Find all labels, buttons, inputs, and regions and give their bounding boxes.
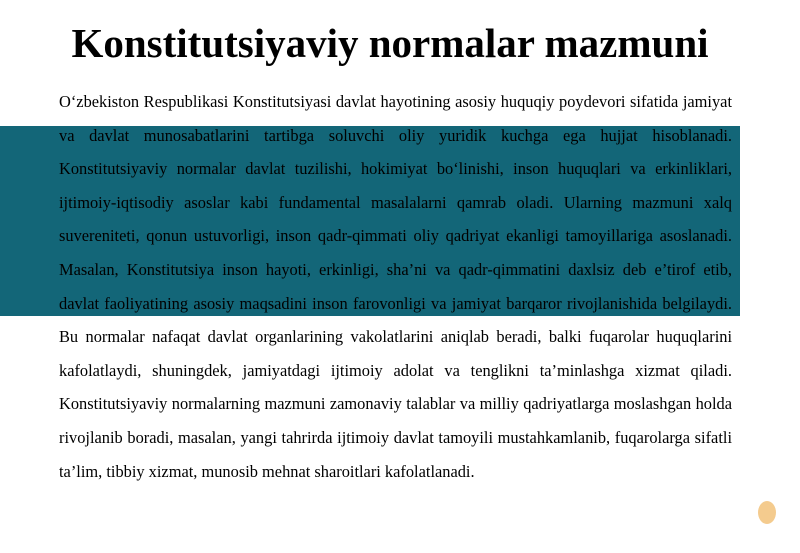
body-paragraph: O‘zbekiston Respublikasi Konstitutsiyasi davlat hayotining asosiy huquqiy poydevori sifatida jamiyat va davlat munosabatlarini tartibga soluvchi oliy yuridik kuchga ega hujjat hisoblanadi. Konstitutsiyaviy normalar davlat tuzilishi, hokimiyat bo‘linishi, inson huquqlari va erkinliklari, ijtimoiy-iqtisodiy asoslar kabi fundamental masalalarni qamrab oladi. Ularning mazmuni xalq suvereniteti, qonun ustuvorligi, inson qadr-qimmati oliy qadriyat ekanligi tamoyillariga asoslanadi. Masalan, Konstitutsiya inson hayoti, erkinligi, sha’ni va qadr-qimmatini daxlsiz deb e’tirof etib, davlat faoliyatining asosiy maqsadini inson farovonligi va jamiyat barqaror rivojlanishida belgilaydi. Bu normalar nafaqat davlat organlarining vakolatlarini aniqlab beradi, balki fuqarolar huquqlarini kafolatlaydi, shuningdek, jamiyatdagi ijtimoiy adolat va tenglikni ta’minlashga xizmat qiladi. Konstitutsiyaviy normalarning mazmuni zamonaviy talablar va milliy qadriyatlarga moslashgan holda rivojlanib boradi, masalan, yangi tahrirda ijtimoiy davlat tamoyili mustahkamlanib, fuqarolarga sifatli ta’lim, tibbiy xizmat, munosib mehnat sharoitlari kafolatlanadi. bbox=[59, 92, 732, 481]
decorative-dot bbox=[758, 501, 776, 524]
slide-title: Konstitutsiyaviy normalar mazmuni bbox=[71, 20, 709, 66]
